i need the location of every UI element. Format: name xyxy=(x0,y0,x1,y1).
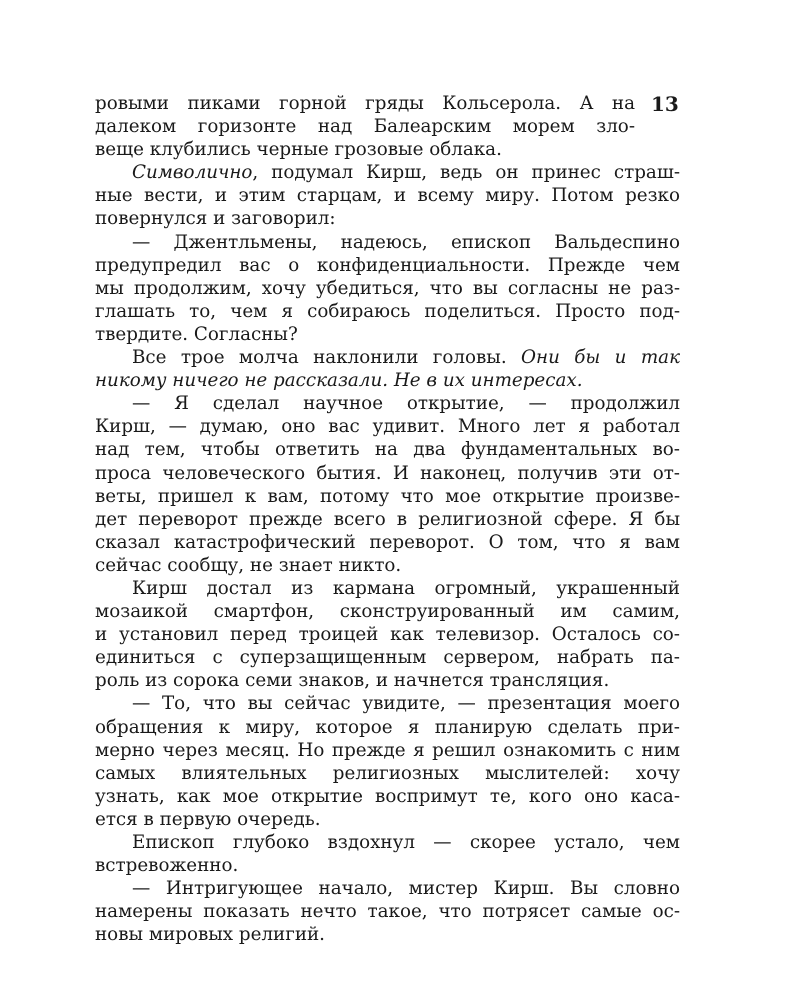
page-number: 13 xyxy=(651,92,679,116)
italic-text: Они бы и так xyxy=(521,347,680,369)
text-line xyxy=(95,485,680,508)
text-line xyxy=(95,92,635,115)
text-line xyxy=(95,923,680,946)
text-line xyxy=(95,415,680,438)
line-text: сейчас сообщу, не знает никто. xyxy=(95,554,402,576)
line-text: далеком горизонте над Балеарским морем зло- xyxy=(95,116,635,138)
text-line xyxy=(95,577,680,600)
text-line xyxy=(95,115,635,138)
body-text xyxy=(95,92,680,946)
line-text: предупредил вас о конфиденциальности. Прежде чем xyxy=(95,254,680,276)
line-text: мерно через месяц. Но прежде я решил ознакомить с ним xyxy=(95,739,680,761)
text-line xyxy=(95,161,680,184)
text-line xyxy=(95,692,680,715)
line-text: ные вести, и этим старцам, и всему миру. Потом резко xyxy=(95,185,680,207)
text-line xyxy=(95,554,680,577)
text-line xyxy=(95,808,680,831)
line-text: мы продолжим, хочу убедиться, что вы согласны не раз- xyxy=(95,277,680,299)
text-line xyxy=(95,531,680,554)
line-text: Епископ глубоко вздохнул — скорее устало, чем xyxy=(132,832,680,853)
text-line xyxy=(95,716,680,739)
line-text: — То, что вы сейчас увидите, — презентация моего xyxy=(132,693,680,715)
line-text: дет переворот прежде всего в религиозной сфере. Я бы xyxy=(95,508,680,530)
line-text: — Я сделал научное открытие, — продолжил xyxy=(132,393,680,415)
text-line xyxy=(95,277,680,300)
line-text: глашать то, чем я собираюсь поделиться. Просто под- xyxy=(95,300,680,322)
italic-text: Символично xyxy=(132,162,253,184)
text-line xyxy=(95,831,680,854)
line-text: ровыми пиками горной гряды Кольсерола. А на xyxy=(95,93,635,114)
text-line xyxy=(95,392,680,415)
text-line xyxy=(95,462,680,485)
line-text: обращения к миру, которое я планирую сделать при- xyxy=(95,716,680,738)
line-text: Все трое молча наклонили головы. xyxy=(132,347,522,369)
text-line xyxy=(95,346,680,369)
line-text: , подумал Кирш, ведь он принес страш- xyxy=(252,162,680,184)
line-text: встревоженно. xyxy=(95,855,239,877)
text-line xyxy=(95,854,680,877)
text-line xyxy=(95,785,680,808)
text-line xyxy=(95,323,680,346)
line-text: самых влиятельных религиозных мыслителей: хочу xyxy=(95,762,680,784)
line-text: намерены показать нечто такое, что потрясет самые ос- xyxy=(95,901,680,923)
line-text: проса человеческого бытия. И наконец, получив эти от- xyxy=(95,462,680,484)
text-line xyxy=(95,254,680,277)
text-line xyxy=(95,623,680,646)
line-text: ется в первую очередь. xyxy=(95,808,321,830)
line-text: и установил перед троицей как телевизор. Осталось со- xyxy=(95,624,680,646)
text-line xyxy=(95,300,680,323)
line-text: сказал катастрофический переворот. О том, что я вам xyxy=(95,531,680,553)
text-line xyxy=(95,369,680,392)
text-line xyxy=(95,669,680,692)
line-text: роль из сорока семи знаков, и начнется трансляция. xyxy=(95,670,610,692)
italic-text: никому ничего не рассказали. Не в их интересах. xyxy=(95,370,583,392)
text-line xyxy=(95,438,680,461)
text-line xyxy=(95,508,680,531)
text-line xyxy=(95,207,680,230)
text-line xyxy=(95,739,680,762)
text-line xyxy=(95,138,680,161)
text-line xyxy=(95,877,680,900)
line-text: твердите. Согласны? xyxy=(95,323,298,345)
line-text: повернулся и заговорил: xyxy=(95,208,336,230)
line-text: — Джентльмены, надеюсь, епископ Вальдеспино xyxy=(132,231,680,253)
line-text: Кирш, — думаю, оно вас удивит. Много лет я работал xyxy=(95,416,680,438)
line-text: единиться с суперзащищенным сервером, набрать па- xyxy=(95,647,680,669)
line-text: мозаикой смартфон, сконструированный им самим, xyxy=(95,601,680,623)
text-line xyxy=(95,762,680,785)
text-line xyxy=(95,900,680,923)
line-text: новы мировых религий. xyxy=(95,924,325,946)
line-text: узнать, как мое открытие воспримут те, кого оно каса- xyxy=(95,785,680,807)
text-line xyxy=(95,231,680,254)
line-text: веты, пришел к вам, потому что мое открытие произве- xyxy=(95,485,680,507)
text-line xyxy=(95,184,680,207)
line-text: над тем, чтобы ответить на два фундаментальных во- xyxy=(95,439,680,461)
text-line xyxy=(95,600,680,623)
line-text: веще клубились черные грозовые облака. xyxy=(95,139,502,161)
text-line xyxy=(95,646,680,669)
line-text: Кирш достал из кармана огромный, украшенный xyxy=(132,577,680,599)
line-text: — Интригующее начало, мистер Кирш. Вы словно xyxy=(132,878,680,900)
